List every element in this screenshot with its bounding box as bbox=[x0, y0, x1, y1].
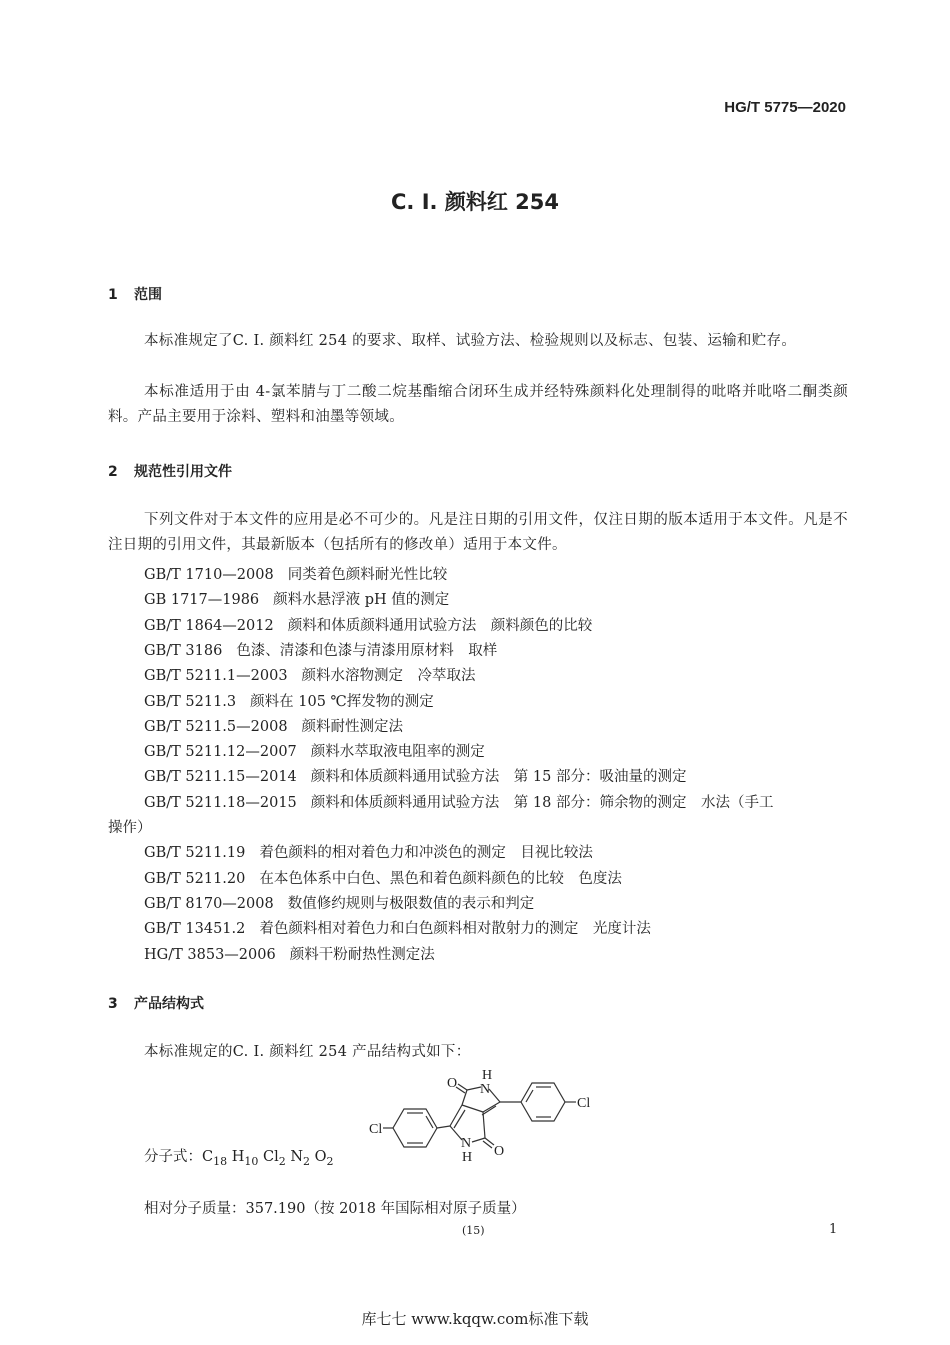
reference-code: GB/T 5211.20 bbox=[144, 870, 246, 887]
reference-code: GB/T 13451.2 bbox=[144, 921, 246, 938]
normative-reference-item bbox=[144, 841, 593, 862]
reference-code: GB/T 5211.3 bbox=[144, 693, 237, 710]
page-number-center: (15) bbox=[462, 1224, 485, 1237]
normative-reference-item bbox=[144, 664, 476, 685]
molecular-mass: 相对分子质量：357.190（按 2018 年国际相对原子质量） bbox=[144, 1201, 526, 1217]
scope-paragraph-2: 本标准适用于由 4-氯苯腈与丁二酸二烷基酯缩合闭环生成并经特殊颜料化处理制得的吡咯并吡咯二酮类颜料。产品主要用于涂料、塑料和油墨等领域。 bbox=[108, 384, 848, 425]
normative-reference-item bbox=[144, 867, 622, 888]
normative-reference-item bbox=[144, 639, 497, 660]
normative-reference-item bbox=[144, 614, 592, 635]
reference-code: GB/T 5211.5—2008 bbox=[144, 718, 288, 735]
normative-reference-item bbox=[144, 943, 435, 964]
section-heading-1: 1 范围 bbox=[108, 287, 162, 303]
reference-title: 颜料水溶物测定 冷萃取法 bbox=[301, 668, 476, 685]
reference-title: 颜料干粉耐热性测定法 bbox=[289, 946, 435, 963]
reference-title: 同类着色颜料耐光性比较 bbox=[287, 567, 448, 583]
reference-title: 颜料和体质颜料通用试验方法 颜料颜色的比较 bbox=[287, 617, 593, 634]
normative-reference-item bbox=[144, 690, 434, 711]
standard-number: HG/T 5775—2020 bbox=[724, 99, 846, 116]
reference-title: 颜料和体质颜料通用试验方法 第 15 部分：吸油量的测定 bbox=[310, 769, 687, 786]
reference-code: GB/T 5211.1—2003 bbox=[144, 668, 288, 685]
svg-text:Cl: Cl bbox=[577, 1096, 591, 1111]
reference-title: 色漆、清漆和色漆与清漆用原材料 取样 bbox=[236, 642, 498, 659]
document-title: C. I. 颜料红 254 bbox=[391, 190, 559, 214]
normative-reference-item bbox=[144, 715, 403, 736]
svg-text:N: N bbox=[480, 1082, 491, 1097]
reference-code: GB/T 1864—2012 bbox=[144, 617, 274, 634]
svg-text:Cl: Cl bbox=[369, 1122, 383, 1137]
normative-reference-item bbox=[144, 917, 651, 938]
reference-code: GB 1717—1986 bbox=[144, 592, 260, 609]
reference-title: 在本色体系中白色、黑色和着色颜料颜色的比较 色度法 bbox=[259, 870, 622, 887]
reference-title: 着色颜料的相对着色力和冲淡色的测定 目视比较法 bbox=[259, 845, 593, 862]
normative-reference-item bbox=[144, 765, 686, 786]
reference-title: 着色颜料相对着色力和白色颜料相对散射力的测定 光度计法 bbox=[259, 921, 651, 938]
reference-code: HG/T 3853—2006 bbox=[144, 946, 276, 963]
refs-intro-paragraph: 下列文件对于本文件的应用是必不可少的。凡是注日期的引用文件，仅注日期的版本适用于本文件。凡是不注日期的引用文件，其最新版本（包括所有的修改单）适用于本文件。 bbox=[108, 512, 848, 553]
reference-code: GB/T 5211.19 bbox=[144, 845, 246, 862]
section-heading-3: 3 产品结构式 bbox=[108, 996, 204, 1012]
normative-reference-item bbox=[144, 563, 447, 584]
reference-code: GB/T 3186 bbox=[144, 642, 223, 659]
svg-text:H: H bbox=[462, 1150, 473, 1165]
reference-title: 颜料水萃取液电阻率的测定 bbox=[310, 744, 485, 761]
svg-text:N: N bbox=[461, 1136, 472, 1151]
page-number: 1 bbox=[829, 1222, 838, 1237]
svg-text:O: O bbox=[494, 1144, 505, 1159]
reference-title-continued: 操作） bbox=[108, 820, 152, 836]
svg-text:H: H bbox=[482, 1068, 493, 1083]
reference-code: GB/T 1710—2008 bbox=[144, 567, 274, 583]
reference-code: GB/T 5211.12—2007 bbox=[144, 744, 297, 761]
normative-reference-item bbox=[144, 740, 485, 761]
normative-reference-item bbox=[144, 892, 534, 913]
normative-reference-item bbox=[144, 588, 449, 609]
scope-paragraph-1: 本标准规定了C. I. 颜料红 254 的要求、取样、试验方法、检验规则以及标志、包装、运输和贮存。 bbox=[144, 333, 797, 349]
reference-title: 颜料在 105 ℃挥发物的测定 bbox=[250, 693, 434, 710]
svg-text:O: O bbox=[447, 1076, 458, 1091]
normative-reference-item bbox=[144, 791, 773, 812]
reference-code: GB/T 5211.18—2015 bbox=[144, 794, 297, 811]
section-heading-2: 2 规范性引用文件 bbox=[108, 464, 232, 480]
reference-code: GB/T 8170—2008 bbox=[144, 895, 274, 912]
structural-formula-diagram bbox=[350, 1060, 610, 1170]
structure-intro: 本标准规定的C. I. 颜料红 254 产品结构式如下： bbox=[144, 1044, 471, 1060]
reference-title: 数值修约规则与极限数值的表示和判定 bbox=[287, 895, 535, 912]
reference-code: GB/T 5211.15—2014 bbox=[144, 769, 297, 786]
footer-watermark: 库七七 www.kqqw.com标准下载 bbox=[361, 1310, 589, 1328]
reference-title: 颜料水悬浮液 pH 值的测定 bbox=[273, 592, 450, 609]
reference-title: 颜料和体质颜料通用试验方法 第 18 部分：筛余物的测定 水法（手工 bbox=[310, 794, 774, 811]
reference-title: 颜料耐性测定法 bbox=[301, 718, 404, 735]
molecular-formula: 分子式：$C_{18}$ $H_{10}$ $Cl_2$ $N_2$ $O_2$ bbox=[144, 1149, 334, 1168]
